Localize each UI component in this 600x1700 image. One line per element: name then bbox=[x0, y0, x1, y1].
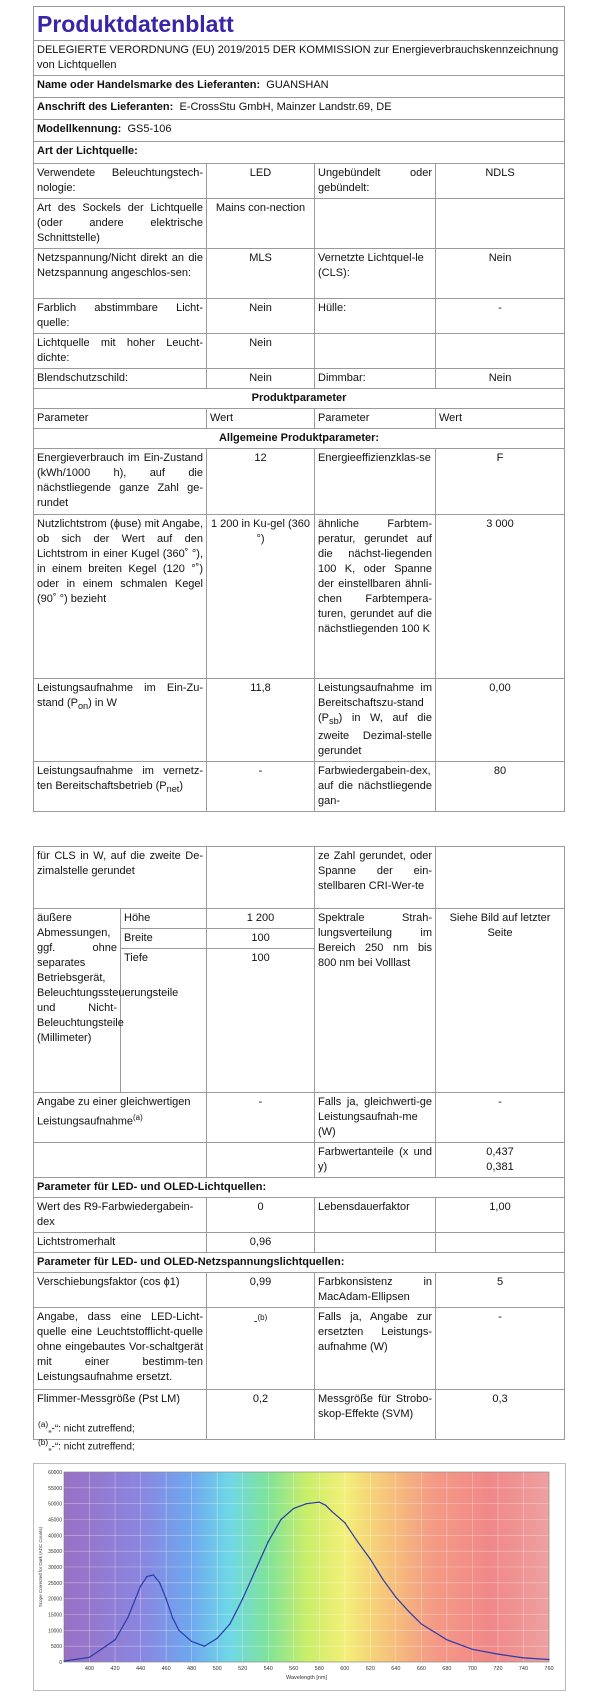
disp-label: Verschiebungsfaktor (cos ϕ1) bbox=[34, 1273, 207, 1308]
tunable-label: Farblich abstimmbare Licht-quelle: bbox=[34, 299, 207, 334]
mains-label: Netzspannung/Nicht direkt an die Netzspannung angeschlos-sen: bbox=[34, 249, 207, 299]
x-tick-label: 560 bbox=[289, 1666, 299, 1672]
spectrum-point bbox=[306, 1503, 307, 1504]
height-label: Höhe bbox=[121, 909, 207, 929]
equiv-label: Angabe zu einer gleichwertigen Leistungsaufnahme$^{(a)}$ bbox=[34, 1093, 207, 1143]
spectrum-point bbox=[395, 1596, 396, 1597]
spectrum-point bbox=[319, 1501, 320, 1502]
col-header-value: Wert bbox=[207, 409, 315, 429]
lightsource-type-heading: Art der Lichtquelle: bbox=[34, 142, 565, 164]
chroma-x: 0,437 bbox=[486, 1146, 514, 1158]
page-break-gap bbox=[0, 836, 600, 846]
width-label: Breite bbox=[121, 929, 207, 949]
x-tick-label: 740 bbox=[518, 1666, 529, 1672]
pnet-empty-cell bbox=[207, 847, 315, 909]
replace-label: Angabe, dass eine LED-Licht-quelle eine Leuchtstofflicht-quelle ohne eingebautes Vor-schaltgerät mit einer bestimm-ten Leistungsaufnahme ersetzt. bbox=[34, 1308, 207, 1390]
spectrum-point bbox=[357, 1541, 358, 1542]
spectrum-point bbox=[191, 1641, 192, 1642]
spectrum-point bbox=[408, 1611, 409, 1612]
energy-value: 12 bbox=[207, 449, 315, 515]
tech-label: Verwendete Beleuchtungstech-nologie: bbox=[34, 164, 207, 199]
x-tick-label: 600 bbox=[340, 1666, 350, 1672]
spectrum-point bbox=[280, 1519, 281, 1520]
supplier-address-row bbox=[34, 98, 565, 120]
y-tick-label: 10000 bbox=[48, 1628, 62, 1635]
cri-label: Farbwiedergabein-dex, auf die nächstliegende gan- bbox=[315, 762, 436, 812]
tunable-value: Nein bbox=[207, 299, 315, 334]
x-tick-label: 480 bbox=[187, 1666, 197, 1672]
pnet-label-continued: für CLS in W, auf die zweite De-zimalstelle gerundet bbox=[34, 847, 207, 909]
x-tick-label: 760 bbox=[544, 1666, 554, 1672]
y-tick-label: 40000 bbox=[48, 1533, 62, 1540]
dimmable-value: Nein bbox=[436, 369, 565, 389]
spectrum-point bbox=[370, 1558, 371, 1559]
cri-label-continued: ze Zahl gerundet, oder Spanne der ein-stellbaren CRI-Wer-te bbox=[315, 847, 436, 909]
focus-label: Ungebündelt oder gebündelt: bbox=[315, 164, 436, 199]
x-tick-label: 580 bbox=[314, 1666, 324, 1672]
x-tick-label: 660 bbox=[416, 1666, 426, 1672]
y-tick-label: 25000 bbox=[48, 1580, 62, 1587]
cri-empty-cell bbox=[436, 847, 565, 909]
spectrum-point bbox=[204, 1646, 205, 1647]
eclass-label: Energieeffizienzklas-se bbox=[315, 449, 436, 515]
width-value: 100 bbox=[207, 929, 315, 949]
y-tick-label: 50000 bbox=[48, 1501, 62, 1508]
spectrum-point bbox=[268, 1541, 269, 1542]
x-axis-label: Wavelength [nm] bbox=[285, 1675, 328, 1681]
datasheet-table-bottom bbox=[33, 846, 565, 1440]
equivw-label: Falls ja, gleichwerti-ge Leistungsaufnah-me (W) bbox=[315, 1093, 436, 1143]
spectrum-point bbox=[153, 1574, 154, 1575]
spectrum-point bbox=[127, 1617, 128, 1618]
energy-label: Energieverbrauch im Ein-Zustand (kWh/1000 h), auf die nächstliegende ganze Zahl ge-rundet bbox=[34, 449, 207, 515]
flicker-label: Flimmer-Messgröße (Pst LM) bbox=[34, 1390, 207, 1440]
x-tick-label: 400 bbox=[84, 1666, 95, 1672]
model-row bbox=[34, 120, 565, 142]
y-axis-label: Scope Corrected for Dark (ADC Counts) bbox=[38, 1526, 43, 1608]
highlum-empty-cell bbox=[436, 334, 565, 369]
y-tick-label: 35000 bbox=[48, 1549, 62, 1556]
socket-empty-cell bbox=[315, 199, 436, 249]
depth-label: Tiefe bbox=[121, 949, 207, 1093]
life-value: 1,00 bbox=[436, 1198, 565, 1233]
psb-value: 0,00 bbox=[436, 679, 565, 762]
spectrum-point bbox=[434, 1631, 435, 1632]
spectrum-point bbox=[382, 1579, 383, 1580]
cct-label: ähnliche Farbtem-peratur, gerundet auf die nächst-liegenden 100 K, oder Spanne der einstellbaren ähnli-chen Farbtempera-turen, gerundet auf die nächstliegenden 100 K bbox=[315, 515, 436, 679]
spectrum-point bbox=[459, 1644, 460, 1645]
life-label: Lebensdauerfaktor bbox=[315, 1198, 436, 1233]
x-tick-label: 640 bbox=[391, 1666, 401, 1672]
envelope-value: - bbox=[436, 299, 565, 334]
replacew-label: Falls ja, Angabe zur ersetzten Leistungs-aufnahme (W) bbox=[315, 1308, 436, 1390]
spd-value: Siehe Bild auf letzter Seite bbox=[436, 909, 565, 1093]
y-tick-label: 30000 bbox=[48, 1565, 62, 1571]
maint-value: 0,96 bbox=[207, 1233, 315, 1253]
cls-label: Vernetzte Lichtquel-le (CLS): bbox=[315, 249, 436, 299]
spectrum-point bbox=[472, 1649, 473, 1650]
col-header-param: Parameter bbox=[34, 409, 207, 429]
socket-empty-cell bbox=[436, 199, 565, 249]
cls-value: Nein bbox=[436, 249, 565, 299]
chroma-empty-cell bbox=[207, 1143, 315, 1178]
height-value: 1 200 bbox=[207, 909, 315, 929]
tech-value: LED bbox=[207, 164, 315, 199]
chroma-value bbox=[436, 1143, 565, 1178]
spd-label: Spektrale Strah-lungsverteilung im Bereich 250 nm bis 800 nm bei Volllast bbox=[315, 909, 436, 1093]
spectrum-point bbox=[421, 1623, 422, 1624]
footnote-a: $^{(a)}$„-“: nicht zutreffend; bbox=[38, 1419, 135, 1435]
datasheet bbox=[33, 6, 564, 812]
highlum-empty-cell bbox=[315, 334, 436, 369]
spectrum-point bbox=[523, 1657, 524, 1658]
spectrum-point bbox=[217, 1638, 218, 1639]
x-tick-label: 500 bbox=[212, 1666, 222, 1672]
flicker-value: 0,2 bbox=[207, 1390, 315, 1440]
spectrum-point bbox=[159, 1582, 160, 1583]
psb-label: Leistungsaufnahme im Bereitschaftszu-stand $(P_{sb})$ in W, auf die zweite Dezimal-stelle gerundet bbox=[315, 679, 436, 762]
spectrum-point bbox=[140, 1585, 141, 1586]
y-tick-label: 20000 bbox=[48, 1596, 62, 1603]
spectrum-point bbox=[293, 1508, 294, 1509]
r9-label: Wert des R9-Farbwiedergabein-dex bbox=[34, 1198, 207, 1233]
spectrum-chart bbox=[33, 1463, 566, 1691]
x-tick-label: 620 bbox=[365, 1666, 375, 1672]
spectrum-point bbox=[344, 1522, 345, 1523]
spectrum-svg bbox=[34, 1464, 565, 1690]
regulation-title: DELEGIERTE VERORDNUNG (EU) 2019/2015 DER KOMMISSION zur Energieverbrauchskennzeichnung von Lichtquellen bbox=[34, 41, 565, 76]
x-tick-label: 680 bbox=[442, 1666, 452, 1672]
glare-value: Nein bbox=[207, 369, 315, 389]
disp-value: 0,99 bbox=[207, 1273, 315, 1308]
spectrum-point bbox=[114, 1639, 115, 1640]
eclass-value: F bbox=[436, 449, 565, 515]
svm-value: 0,3 bbox=[436, 1390, 565, 1440]
spectrum-point bbox=[229, 1623, 230, 1624]
chroma-y: 0,381 bbox=[486, 1161, 514, 1173]
spectrum-point bbox=[497, 1653, 498, 1654]
col-header-value: Wert bbox=[436, 409, 565, 429]
col-header-param: Parameter bbox=[315, 409, 436, 429]
socket-value: Mains con-nection bbox=[207, 199, 315, 249]
y-tick-label: 60000 bbox=[48, 1470, 62, 1476]
mains-params-heading: Parameter für LED- und OLED-Netzspannungslichtquellen: bbox=[34, 1253, 565, 1273]
led-params-heading: Parameter für LED- und OLED-Lichtquellen: bbox=[34, 1178, 565, 1198]
maint-empty-cell bbox=[436, 1233, 565, 1253]
supplier-name-label: Name oder Handelsmarke des Lieferanten: bbox=[37, 79, 261, 91]
r9-value: 0 bbox=[207, 1198, 315, 1233]
spectrum-point bbox=[172, 1617, 173, 1618]
spectrum-point bbox=[255, 1570, 256, 1571]
macadam-value: 5 bbox=[436, 1273, 565, 1308]
flux-value: 1 200 in Ku-gel (360 °) bbox=[207, 515, 315, 679]
spectrum-point bbox=[548, 1659, 549, 1660]
x-tick-label: 420 bbox=[110, 1666, 120, 1672]
y-tick-label: 45000 bbox=[48, 1517, 62, 1524]
y-tick-label: 15000 bbox=[48, 1612, 62, 1619]
y-tick-label: 5000 bbox=[50, 1644, 62, 1651]
dimmable-label: Dimmbar: bbox=[315, 369, 436, 389]
y-tick-label: 0 bbox=[59, 1660, 62, 1666]
socket-label: Art des Sockels der Lichtquelle (oder andere elektrische Schnittstelle) bbox=[34, 199, 207, 249]
footnote-b: $^{(b)}$„-“: nicht zutreffend; bbox=[38, 1437, 135, 1453]
supplier-name-value: GUANSHAN bbox=[266, 79, 329, 91]
spectrum-point bbox=[89, 1657, 90, 1658]
mains-value: MLS bbox=[207, 249, 315, 299]
y-tick-label: 55000 bbox=[48, 1485, 62, 1492]
supplier-address-label: Anschrift des Lieferanten: bbox=[37, 101, 174, 113]
spectrum-point bbox=[446, 1639, 447, 1640]
spectrum-point bbox=[178, 1630, 179, 1631]
x-tick-label: 460 bbox=[161, 1666, 171, 1672]
replace-value: -$^{(b)}$ bbox=[207, 1308, 315, 1390]
pon-value: 11,8 bbox=[207, 679, 315, 762]
general-params-heading: Allgemeine Produktparameter: bbox=[34, 429, 565, 449]
equiv-value: - bbox=[207, 1093, 315, 1143]
equivw-value: - bbox=[436, 1093, 565, 1143]
envelope-label: Hülle: bbox=[315, 299, 436, 334]
x-tick-label: 720 bbox=[493, 1666, 503, 1672]
x-tick-label: 520 bbox=[238, 1666, 248, 1672]
supplier-name-row bbox=[34, 76, 565, 98]
product-params-heading: Produktparameter bbox=[34, 389, 565, 409]
chroma-empty-cell bbox=[34, 1143, 207, 1178]
chroma-label: Farbwertanteile (x und y) bbox=[315, 1143, 436, 1178]
macadam-label: Farbkonsistenz in MacAdam-Ellipsen bbox=[315, 1273, 436, 1308]
pnet-label: Leistungsaufnahme im vernetz-ten Bereitschaftsbetrieb $(P_{net})$ bbox=[34, 762, 207, 812]
pon-label: Leistungsaufnahme im Ein-Zu-stand $(P_{on})$ in W bbox=[34, 679, 207, 762]
spectrum-point bbox=[331, 1511, 332, 1512]
highlum-label: Lichtquelle mit hoher Leucht-dichte: bbox=[34, 334, 207, 369]
focus-value: NDLS bbox=[436, 164, 565, 199]
datasheet-table-top bbox=[33, 6, 565, 812]
flux-label: Nutzlichtstrom (ϕuse) mit Angabe, ob sich der Wert auf den Lichtstrom in einer Kugel (360˚ °), in einem breiten Kegel (120 °˚) oder in einem schmalen Kegel (90˚ °) bezieht bbox=[34, 515, 207, 679]
replacew-value: - bbox=[436, 1308, 565, 1390]
dims-label: äußere Abmessungen, ggf. ohne separates Betriebsgerät, Beleuchtungssteuerungsteile und Nicht-Beleuchtungsteile (Millimeter) bbox=[34, 909, 121, 1093]
cri-value: 80 bbox=[436, 762, 565, 812]
x-tick-label: 540 bbox=[263, 1666, 273, 1672]
cct-value: 3 000 bbox=[436, 515, 565, 679]
highlum-value: Nein bbox=[207, 334, 315, 369]
pnet-value: - bbox=[207, 762, 315, 812]
spectrum-point bbox=[63, 1660, 64, 1661]
supplier-address-value: E-CrossStu GmbH, Mainzer Landstr.69, DE bbox=[179, 101, 392, 113]
spectrum-point bbox=[146, 1576, 147, 1577]
maint-empty-cell bbox=[315, 1233, 436, 1253]
spectrum-point bbox=[242, 1598, 243, 1599]
model-value: GS5-106 bbox=[127, 123, 172, 135]
svm-label: Messgröße für Strobo-skop-Effekte (SVM) bbox=[315, 1390, 436, 1440]
page-title: Produktdatenblatt bbox=[34, 7, 565, 41]
x-tick-label: 440 bbox=[135, 1666, 146, 1672]
datasheet-continued bbox=[33, 846, 564, 1440]
x-tick-label: 700 bbox=[467, 1666, 478, 1672]
maint-label: Lichtstromerhalt bbox=[34, 1233, 207, 1253]
spectrum-point bbox=[166, 1598, 167, 1599]
model-label: Modellkennung: bbox=[37, 123, 122, 135]
depth-value: 100 bbox=[207, 949, 315, 1093]
spectrum-point bbox=[325, 1505, 326, 1506]
glare-label: Blendschutzschild: bbox=[34, 369, 207, 389]
